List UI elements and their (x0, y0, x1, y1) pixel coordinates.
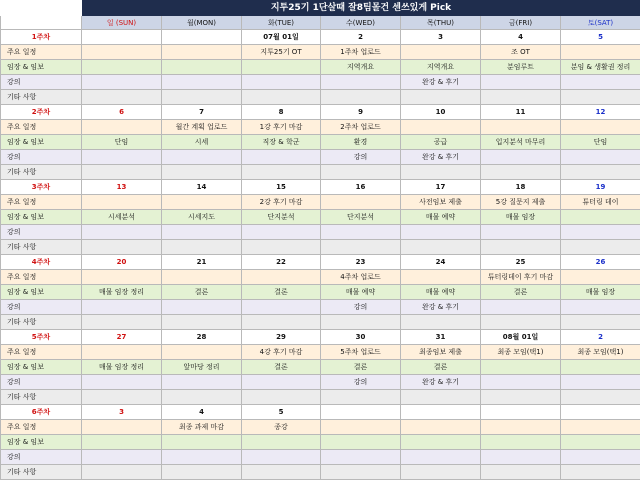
lease-cell-thu[interactable] (401, 435, 481, 450)
lease-row-label[interactable]: 임장 & 임보 (1, 210, 82, 225)
lease-row (1, 360, 640, 375)
schedule-cell-sat[interactable]: 최종 모임(택1) (561, 345, 640, 360)
schedule-cell-tue[interactable]: 지투25기 OT (242, 45, 321, 60)
lecture-cell-sat[interactable] (561, 75, 640, 90)
lease-row (1, 60, 640, 75)
lecture-cell-wed[interactable] (321, 450, 401, 465)
schedule-cell-wed[interactable]: 5주차 업로드 (321, 345, 401, 360)
date-cell-wed[interactable]: 9 (321, 105, 401, 120)
other-cell-sun[interactable] (82, 465, 162, 480)
lease-cell-sun[interactable]: 매물 임장 정리 (82, 360, 162, 375)
date-cell-tue[interactable]: 22 (242, 255, 321, 270)
lease-row (1, 435, 640, 450)
date-cell-fri[interactable]: 08월 01일 (481, 330, 561, 345)
lecture-cell-sun[interactable] (82, 450, 162, 465)
date-cell-thu[interactable]: 17 (401, 180, 481, 195)
lease-cell-sun[interactable] (82, 435, 162, 450)
schedule-cell-tue[interactable] (242, 270, 321, 285)
other-cell-sat[interactable] (561, 315, 640, 330)
other-cell-mon[interactable] (162, 90, 242, 105)
date-cell-sun[interactable]: 27 (82, 330, 162, 345)
other-row (1, 465, 640, 480)
date-cell-mon[interactable]: 4 (162, 405, 242, 420)
schedule-cell-fri[interactable]: 조 OT (481, 45, 561, 60)
lease-row (1, 285, 640, 300)
date-cell-thu[interactable]: 10 (401, 105, 481, 120)
lecture-cell-sun[interactable] (82, 225, 162, 240)
schedule-cell-thu[interactable] (401, 270, 481, 285)
lease-cell-tue[interactable]: 결론 (242, 360, 321, 375)
schedule-row (1, 345, 640, 360)
week-label[interactable]: 5주차 (1, 330, 82, 345)
day-header-thu[interactable]: 목(THU) (401, 16, 481, 30)
other-row-label[interactable]: 기타 사항 (1, 240, 82, 255)
schedule-row-label[interactable]: 주요 일정 (1, 345, 82, 360)
week-header-row (1, 255, 640, 270)
date-cell-mon[interactable]: 21 (162, 255, 242, 270)
schedule-cell-mon[interactable] (162, 345, 242, 360)
other-cell-tue[interactable] (242, 90, 321, 105)
other-row-label[interactable]: 기타 사항 (1, 465, 82, 480)
date-cell-tue[interactable]: 15 (242, 180, 321, 195)
schedule-cell-thu[interactable]: 사전임보 제출 (401, 195, 481, 210)
other-cell-sat[interactable] (561, 240, 640, 255)
other-row-label[interactable]: 기타 사항 (1, 90, 82, 105)
other-cell-sun[interactable] (82, 240, 162, 255)
date-cell-thu[interactable] (401, 405, 481, 420)
day-header-tue[interactable]: 화(TUE) (242, 16, 321, 30)
lease-cell-thu[interactable]: 매물 예약 (401, 285, 481, 300)
date-cell-tue[interactable]: 29 (242, 330, 321, 345)
lecture-cell-fri[interactable] (481, 225, 561, 240)
lease-cell-mon[interactable]: 시세지도 (162, 210, 242, 225)
schedule-cell-sun[interactable] (82, 345, 162, 360)
lecture-row-label[interactable]: 강의 (1, 450, 82, 465)
other-cell-thu[interactable] (401, 465, 481, 480)
lease-cell-tue[interactable] (242, 60, 321, 75)
other-cell-sat[interactable] (561, 390, 640, 405)
lecture-cell-wed[interactable] (321, 225, 401, 240)
lecture-cell-mon[interactable] (162, 225, 242, 240)
other-cell-wed[interactable] (321, 90, 401, 105)
other-cell-wed[interactable] (321, 390, 401, 405)
schedule-cell-wed[interactable]: 2주차 업로드 (321, 120, 401, 135)
date-cell-thu[interactable]: 3 (401, 30, 481, 45)
other-cell-mon[interactable] (162, 465, 242, 480)
lease-cell-thu[interactable]: 지역개요 (401, 60, 481, 75)
schedule-cell-wed[interactable] (321, 195, 401, 210)
lease-cell-fri[interactable] (481, 435, 561, 450)
lecture-cell-tue[interactable] (242, 225, 321, 240)
lecture-cell-wed[interactable]: 강의 (321, 300, 401, 315)
lecture-cell-tue[interactable] (242, 375, 321, 390)
date-cell-sat[interactable]: 12 (561, 105, 640, 120)
schedule-cell-mon[interactable]: 월간 계획 업로드 (162, 120, 242, 135)
lecture-cell-wed[interactable]: 강의 (321, 375, 401, 390)
other-cell-thu[interactable] (401, 390, 481, 405)
schedule-cell-mon[interactable] (162, 45, 242, 60)
lease-cell-sat[interactable] (561, 435, 640, 450)
lease-cell-fri[interactable]: 분임루트 (481, 60, 561, 75)
other-cell-fri[interactable] (481, 240, 561, 255)
schedule-row-label[interactable]: 주요 일정 (1, 420, 82, 435)
lecture-cell-tue[interactable] (242, 150, 321, 165)
other-cell-sun[interactable] (82, 315, 162, 330)
schedule-cell-mon[interactable]: 최종 과제 마감 (162, 420, 242, 435)
lease-row-label[interactable]: 임장 & 임보 (1, 60, 82, 75)
week-header-row (1, 105, 640, 120)
lease-cell-thu[interactable]: 매물 예약 (401, 210, 481, 225)
other-cell-wed[interactable] (321, 240, 401, 255)
schedule-cell-fri[interactable]: 5강 질문지 제출 (481, 195, 561, 210)
other-row (1, 315, 640, 330)
date-cell-fri[interactable]: 25 (481, 255, 561, 270)
lecture-cell-sun[interactable] (82, 150, 162, 165)
lecture-cell-mon[interactable] (162, 375, 242, 390)
lease-row-label[interactable]: 임장 & 임보 (1, 435, 82, 450)
lease-cell-sat[interactable]: 매물 임장 (561, 285, 640, 300)
date-cell-thu[interactable]: 24 (401, 255, 481, 270)
other-row-label[interactable]: 기타 사항 (1, 315, 82, 330)
week-header-row (1, 330, 640, 345)
week-header-row (1, 180, 640, 195)
lease-row (1, 135, 640, 150)
lease-cell-sun[interactable]: 매물 임장 정리 (82, 285, 162, 300)
date-cell-mon[interactable]: 14 (162, 180, 242, 195)
lecture-cell-fri[interactable] (481, 300, 561, 315)
other-cell-tue[interactable] (242, 390, 321, 405)
lease-cell-sun[interactable] (82, 60, 162, 75)
other-cell-thu[interactable] (401, 315, 481, 330)
lecture-row (1, 375, 640, 390)
lease-cell-tue[interactable]: 단지분석 (242, 210, 321, 225)
other-row (1, 390, 640, 405)
date-cell-sat[interactable]: 2 (561, 330, 640, 345)
date-cell-sun[interactable]: 13 (82, 180, 162, 195)
schedule-row (1, 420, 640, 435)
date-cell-wed[interactable]: 30 (321, 330, 401, 345)
lecture-cell-mon[interactable] (162, 75, 242, 90)
lecture-cell-tue[interactable] (242, 300, 321, 315)
lecture-cell-thu[interactable] (401, 450, 481, 465)
schedule-cell-sat[interactable] (561, 420, 640, 435)
lecture-cell-thu[interactable]: 완강 & 후기 (401, 75, 481, 90)
day-header-sun[interactable]: 일 (SUN) (82, 16, 162, 30)
lease-row-label[interactable]: 임장 & 임보 (1, 285, 82, 300)
lecture-row (1, 225, 640, 240)
other-row-label[interactable]: 기타 사항 (1, 390, 82, 405)
lease-cell-wed[interactable]: 환경 (321, 135, 401, 150)
other-cell-sat[interactable] (561, 90, 640, 105)
lecture-cell-thu[interactable] (401, 225, 481, 240)
schedule-cell-fri[interactable]: 튜터링데이 후기 마감 (481, 270, 561, 285)
other-cell-sun[interactable] (82, 165, 162, 180)
other-cell-mon[interactable] (162, 165, 242, 180)
schedule-cell-fri[interactable] (481, 120, 561, 135)
lease-row (1, 210, 640, 225)
day-header-wed[interactable]: 수(WED) (321, 16, 401, 30)
lease-cell-sat[interactable] (561, 210, 640, 225)
week-label[interactable]: 3주차 (1, 180, 82, 195)
other-cell-wed[interactable] (321, 315, 401, 330)
date-cell-fri[interactable]: 4 (481, 30, 561, 45)
other-row (1, 165, 640, 180)
calendar-body (1, 1, 640, 480)
day-header-corner (1, 16, 82, 30)
schedule-cell-thu[interactable] (401, 120, 481, 135)
lecture-cell-fri[interactable] (481, 375, 561, 390)
week-label[interactable]: 4주차 (1, 255, 82, 270)
lecture-cell-fri[interactable] (481, 450, 561, 465)
lecture-cell-tue[interactable] (242, 75, 321, 90)
lease-cell-thu[interactable]: 공급 (401, 135, 481, 150)
lease-cell-sun[interactable]: 단임 (82, 135, 162, 150)
lecture-cell-wed[interactable] (321, 75, 401, 90)
lecture-cell-thu[interactable]: 완강 & 후기 (401, 375, 481, 390)
week-label[interactable]: 6주차 (1, 405, 82, 420)
title-row (1, 1, 640, 16)
lease-cell-sun[interactable]: 시세분석 (82, 210, 162, 225)
schedule-cell-wed[interactable]: 4주차 업로드 (321, 270, 401, 285)
date-cell-wed[interactable]: 2 (321, 30, 401, 45)
lease-cell-wed[interactable] (321, 435, 401, 450)
lease-cell-mon[interactable] (162, 60, 242, 75)
date-cell-mon[interactable] (162, 30, 242, 45)
other-cell-wed[interactable] (321, 465, 401, 480)
lecture-cell-mon[interactable] (162, 450, 242, 465)
schedule-cell-tue[interactable]: 종강 (242, 420, 321, 435)
date-cell-sat[interactable]: 5 (561, 30, 640, 45)
schedule-row-label[interactable]: 주요 일정 (1, 120, 82, 135)
date-cell-wed[interactable]: 16 (321, 180, 401, 195)
lease-cell-fri[interactable]: 매물 임장 (481, 210, 561, 225)
week-header-row (1, 30, 640, 45)
schedule-cell-tue[interactable]: 1강 후기 마감 (242, 120, 321, 135)
lecture-cell-tue[interactable] (242, 450, 321, 465)
lecture-cell-mon[interactable] (162, 150, 242, 165)
lecture-cell-sun[interactable] (82, 75, 162, 90)
schedule-cell-thu[interactable] (401, 420, 481, 435)
lease-cell-sat[interactable]: 단임 (561, 135, 640, 150)
schedule-cell-sun[interactable] (82, 420, 162, 435)
lecture-row-label[interactable]: 강의 (1, 150, 82, 165)
other-cell-wed[interactable] (321, 165, 401, 180)
lecture-cell-fri[interactable] (481, 75, 561, 90)
date-cell-fri[interactable] (481, 405, 561, 420)
date-cell-sun[interactable]: 3 (82, 405, 162, 420)
schedule-cell-sun[interactable] (82, 270, 162, 285)
schedule-cell-sun[interactable] (82, 195, 162, 210)
lecture-cell-sun[interactable] (82, 375, 162, 390)
date-cell-sat[interactable]: 26 (561, 255, 640, 270)
other-row (1, 240, 640, 255)
date-cell-tue[interactable]: 07월 01일 (242, 30, 321, 45)
lease-cell-wed[interactable]: 결론 (321, 360, 401, 375)
schedule-cell-sat[interactable]: 튜터링 데이 (561, 195, 640, 210)
day-header-sat[interactable]: 토(SAT) (561, 16, 640, 30)
lease-cell-wed[interactable]: 매물 예약 (321, 285, 401, 300)
lease-cell-mon[interactable]: 시세 (162, 135, 242, 150)
lease-cell-fri[interactable]: 결론 (481, 285, 561, 300)
schedule-cell-thu[interactable] (401, 45, 481, 60)
lease-cell-tue[interactable]: 직장 & 학군 (242, 135, 321, 150)
schedule-cell-thu[interactable]: 최종임보 제출 (401, 345, 481, 360)
lecture-cell-sun[interactable] (82, 300, 162, 315)
week-label[interactable]: 2주차 (1, 105, 82, 120)
other-cell-thu[interactable] (401, 165, 481, 180)
date-cell-sun[interactable]: 20 (82, 255, 162, 270)
schedule-cell-sun[interactable] (82, 45, 162, 60)
day-header-row (1, 16, 640, 30)
schedule-row-label[interactable]: 주요 일정 (1, 270, 82, 285)
date-cell-tue[interactable]: 8 (242, 105, 321, 120)
lease-cell-wed[interactable]: 단지분석 (321, 210, 401, 225)
lease-cell-fri[interactable] (481, 360, 561, 375)
lecture-cell-sat[interactable] (561, 375, 640, 390)
date-cell-thu[interactable]: 31 (401, 330, 481, 345)
day-header-mon[interactable]: 월(MON) (162, 16, 242, 30)
other-cell-sat[interactable] (561, 465, 640, 480)
other-row (1, 90, 640, 105)
other-cell-thu[interactable] (401, 240, 481, 255)
lease-cell-fri[interactable]: 입지분석 마무리 (481, 135, 561, 150)
lecture-row-label[interactable]: 강의 (1, 225, 82, 240)
lecture-cell-sat[interactable] (561, 150, 640, 165)
other-cell-tue[interactable] (242, 240, 321, 255)
lecture-cell-sat[interactable] (561, 300, 640, 315)
lease-cell-mon[interactable] (162, 435, 242, 450)
lecture-row (1, 75, 640, 90)
lecture-cell-fri[interactable] (481, 150, 561, 165)
other-cell-sat[interactable] (561, 165, 640, 180)
other-cell-mon[interactable] (162, 390, 242, 405)
lease-cell-mon[interactable]: 결론 (162, 285, 242, 300)
other-cell-thu[interactable] (401, 90, 481, 105)
lease-row-label[interactable]: 임장 & 임보 (1, 360, 82, 375)
date-cell-fri[interactable]: 18 (481, 180, 561, 195)
lecture-cell-thu[interactable]: 완강 & 후기 (401, 150, 481, 165)
other-row-label[interactable]: 기타 사항 (1, 165, 82, 180)
lease-cell-tue[interactable]: 결론 (242, 285, 321, 300)
date-cell-wed[interactable]: 23 (321, 255, 401, 270)
date-cell-sat[interactable]: 19 (561, 180, 640, 195)
other-cell-fri[interactable] (481, 165, 561, 180)
lease-cell-wed[interactable]: 지역개요 (321, 60, 401, 75)
schedule-cell-sat[interactable] (561, 270, 640, 285)
other-cell-fri[interactable] (481, 390, 561, 405)
schedule-cell-wed[interactable]: 1주차 업로드 (321, 45, 401, 60)
date-cell-sun[interactable] (82, 30, 162, 45)
date-cell-tue[interactable]: 5 (242, 405, 321, 420)
schedule-cell-mon[interactable] (162, 270, 242, 285)
sheet-title[interactable]: 지투25기 1단살때 잘8팀몰건 센쓰있게 Pick (82, 1, 640, 16)
date-cell-fri[interactable]: 11 (481, 105, 561, 120)
date-cell-mon[interactable]: 28 (162, 330, 242, 345)
lease-cell-sat[interactable] (561, 360, 640, 375)
lecture-row (1, 300, 640, 315)
lecture-cell-thu[interactable]: 완강 & 후기 (401, 300, 481, 315)
schedule-cell-wed[interactable] (321, 420, 401, 435)
day-header-fri[interactable]: 금(FRI) (481, 16, 561, 30)
schedule-cell-sat[interactable] (561, 45, 640, 60)
lease-cell-sat[interactable]: 분임 & 생활권 정리 (561, 60, 640, 75)
schedule-cell-fri[interactable]: 최종 모임(택1) (481, 345, 561, 360)
other-cell-tue[interactable] (242, 315, 321, 330)
other-cell-sun[interactable] (82, 90, 162, 105)
lecture-row-label[interactable]: 강의 (1, 375, 82, 390)
lecture-row (1, 450, 640, 465)
schedule-cell-tue[interactable]: 4강 후기 마감 (242, 345, 321, 360)
other-cell-mon[interactable] (162, 315, 242, 330)
corner-cell (1, 1, 82, 16)
lease-cell-thu[interactable]: 결론 (401, 360, 481, 375)
schedule-row (1, 45, 640, 60)
other-cell-fri[interactable] (481, 90, 561, 105)
other-cell-tue[interactable] (242, 465, 321, 480)
schedule-row-label[interactable]: 주요 일정 (1, 195, 82, 210)
schedule-row (1, 120, 640, 135)
week-header-row (1, 405, 640, 420)
schedule-row (1, 195, 640, 210)
date-cell-sun[interactable]: 6 (82, 105, 162, 120)
other-cell-fri[interactable] (481, 465, 561, 480)
other-cell-tue[interactable] (242, 165, 321, 180)
lease-row-label[interactable]: 임장 & 임보 (1, 135, 82, 150)
lease-cell-tue[interactable] (242, 435, 321, 450)
lecture-cell-mon[interactable] (162, 300, 242, 315)
schedule-cell-sun[interactable] (82, 120, 162, 135)
schedule-cell-sat[interactable] (561, 120, 640, 135)
lecture-row-label[interactable]: 강의 (1, 75, 82, 90)
schedule-row-label[interactable]: 주요 일정 (1, 45, 82, 60)
other-cell-fri[interactable] (481, 315, 561, 330)
lecture-cell-sat[interactable] (561, 450, 640, 465)
schedule-row (1, 270, 640, 285)
date-cell-sat[interactable] (561, 405, 640, 420)
other-cell-sun[interactable] (82, 390, 162, 405)
other-cell-mon[interactable] (162, 240, 242, 255)
lecture-cell-sat[interactable] (561, 225, 640, 240)
lecture-cell-wed[interactable]: 강의 (321, 150, 401, 165)
lease-cell-mon[interactable]: 앞마당 정리 (162, 360, 242, 375)
week-label[interactable]: 1주차 (1, 30, 82, 45)
schedule-cell-tue[interactable]: 2강 후기 마감 (242, 195, 321, 210)
date-cell-mon[interactable]: 7 (162, 105, 242, 120)
lecture-row-label[interactable]: 강의 (1, 300, 82, 315)
schedule-cell-mon[interactable] (162, 195, 242, 210)
lecture-row (1, 150, 640, 165)
date-cell-wed[interactable] (321, 405, 401, 420)
schedule-cell-fri[interactable] (481, 420, 561, 435)
